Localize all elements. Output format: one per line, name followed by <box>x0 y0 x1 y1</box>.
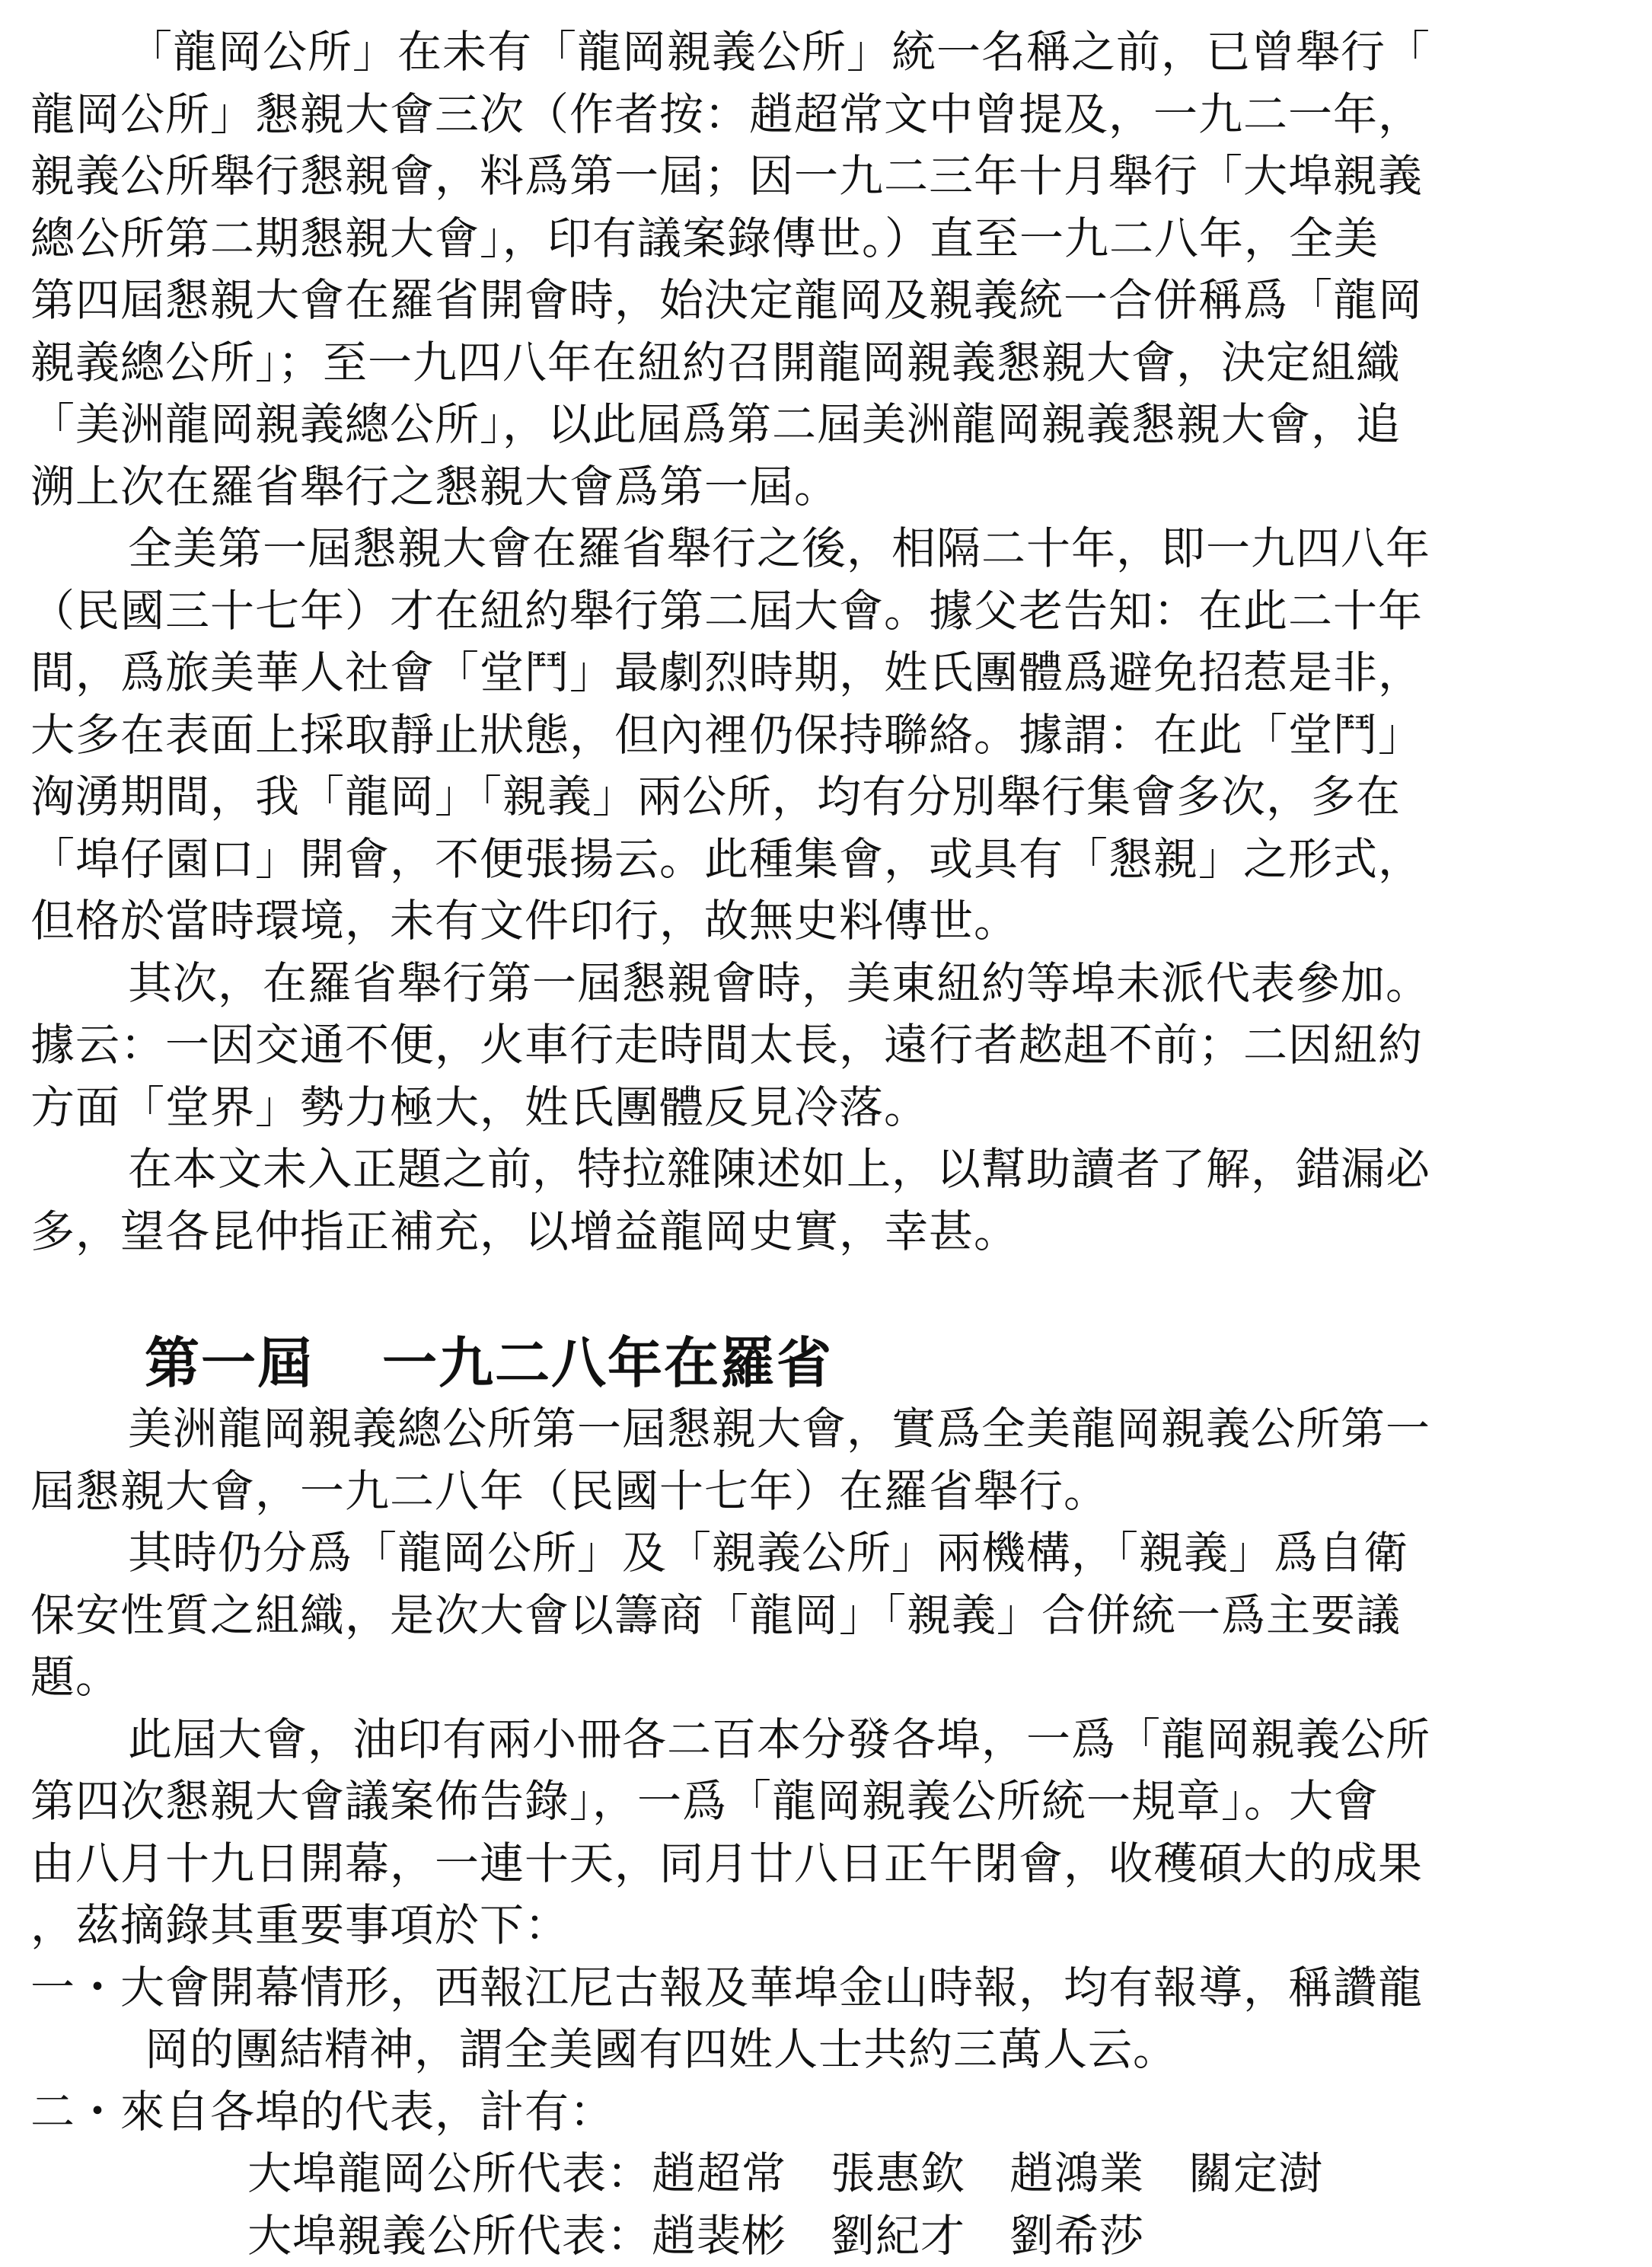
text-line: 全美第一屆懇親大會在羅省舉行之後，相隔二十年，即一九四八年 <box>30 518 1622 580</box>
text-line: 「埠仔園口」開會，不便張揚云。此種集會，或具有「懇親」之形式， <box>30 829 1622 891</box>
text-line: 溯上次在羅省舉行之懇親大會爲第一屆。 <box>30 456 1622 519</box>
text-line: 洶湧期間，我「龍岡」「親義」兩公所，均有分別舉行集會多次，多在 <box>30 766 1622 829</box>
intro-paragraph-4 <box>30 1138 1622 1263</box>
text-line: 由八月十九日開幕，一連十天，同月廿八日正午閉會，收穫碩大的成果 <box>30 1833 1622 1895</box>
text-line: 親義公所舉行懇親會，料爲第一屆；因一九二三年十月舉行「大埠親義 <box>30 145 1622 208</box>
representative-name: 劉紀才 <box>831 2210 965 2262</box>
heading-year-place: 一九二八年在羅省 <box>382 1331 833 1395</box>
text-line: 美洲龍岡親義總公所第一屆懇親大會，實爲全美龍岡親義公所第一 <box>30 1398 1622 1461</box>
text-line: 其次，在羅省舉行第一屆懇親會時，美東紐約等埠未派代表參加。 <box>30 953 1622 1015</box>
text-line: （民國三十七年）才在紐約舉行第二屆大會。據父老告知：在此二十年 <box>30 580 1622 643</box>
intro-paragraph-3 <box>30 953 1622 1139</box>
representative-row <box>247 2205 1622 2267</box>
intro-paragraph-1 <box>30 21 1622 518</box>
text-line: 多，望各昆仲指正補充，以增益龍岡史實，幸甚。 <box>30 1201 1622 1263</box>
text-line: ，茲摘錄其重要事項於下： <box>30 1895 1622 1957</box>
heading-edition: 第一屆 <box>145 1331 314 1395</box>
section-paragraph-2 <box>30 1522 1622 1709</box>
text-line: 大多在表面上採取靜止狀態，但內裡仍保持聯絡。據謂：在此「堂鬥」 <box>30 704 1622 767</box>
text-line: 此屆大會，油印有兩小冊各二百本分發各埠，一爲「龍岡親義公所 <box>30 1709 1622 1771</box>
representative-label: 大埠親義公所代表： <box>247 2210 652 2262</box>
text-line: 第四屆懇親大會在羅省開會時，始決定龍岡及親義統一合併稱爲「龍岡 <box>30 270 1622 332</box>
representative-label: 大埠龍岡公所代表： <box>247 2147 652 2199</box>
representative-name: 趙裴彬 <box>652 2210 786 2262</box>
text-line: 保安性質之組織，是次大會以籌商「龍岡」「親義」合併統一爲主要議 <box>30 1585 1622 1647</box>
representative-name: 趙超常 <box>652 2147 786 2199</box>
text-line: 龍岡公所」懇親大會三次（作者按：趙超常文中曾提及，一九二一年， <box>30 84 1622 146</box>
section-gap <box>30 1263 1622 1328</box>
text-line: 在本文未入正題之前，特拉雜陳述如上，以幫助讀者了解，錯漏必 <box>30 1138 1622 1201</box>
text-line: 第四次懇親大會議案佈告錄」，一爲「龍岡親義公所統一規章」。大會 <box>30 1770 1622 1833</box>
section-heading <box>30 1328 1622 1398</box>
numbered-item-2 <box>30 2081 1622 2144</box>
representative-name: 劉希莎 <box>1009 2210 1144 2262</box>
numbered-item-1 <box>30 1957 1622 2081</box>
text-line: 方面「堂界」勢力極大，姓氏團體反見冷落。 <box>30 1077 1622 1139</box>
text-line: 屆懇親大會，一九二八年（民國十七年）在羅省舉行。 <box>30 1461 1622 1523</box>
item-first-line: 一・大會開幕情形，西報江尼古報及華埠金山時報，均有報導，稱讚龍 <box>30 1957 1622 2020</box>
representative-name: 關定澍 <box>1188 2147 1323 2199</box>
text-line: 據云：一因交通不便，火車行走時間太長，遠行者趑趄不前；二因紐約 <box>30 1014 1622 1077</box>
section-paragraph-3 <box>30 1709 1622 1957</box>
text-line: 「龍岡公所」在未有「龍岡親義公所」統一名稱之前，已曾舉行「 <box>30 21 1622 84</box>
representative-names <box>652 2210 1188 2262</box>
representatives-list <box>30 2143 1622 2267</box>
text-line: 但格於當時環境，未有文件印行，故無史料傳世。 <box>30 890 1622 953</box>
representative-row <box>247 2143 1622 2205</box>
representative-names <box>652 2147 1367 2199</box>
text-line: 其時仍分爲「龍岡公所」及「親義公所」兩機構，「親義」爲自衛 <box>30 1522 1622 1585</box>
section-paragraph-1 <box>30 1398 1622 1522</box>
item-continuation-line: 岡的團結精神，謂全美國有四姓人士共約三萬人云。 <box>30 2019 1622 2081</box>
text-line: 總公所第二期懇親大會」，印有議案錄傳世。）直至一九二八年，全美 <box>30 208 1622 270</box>
representative-name: 張惠欽 <box>831 2147 965 2199</box>
representative-name: 趙鴻業 <box>1009 2147 1144 2199</box>
text-line: 題。 <box>30 1646 1622 1709</box>
intro-paragraph-2 <box>30 518 1622 953</box>
text-line: 間，爲旅美華人社會「堂鬥」最劇烈時期，姓氏團體爲避免招惹是非， <box>30 642 1622 704</box>
text-line: 親義總公所」；至一九四八年在紐約召開龍岡親義懇親大會，決定組織 <box>30 332 1622 394</box>
item-first-line: 二・來自各埠的代表，計有： <box>30 2081 1622 2144</box>
text-line: 「美洲龍岡親義總公所」，以此屆爲第二屆美洲龍岡親義懇親大會，追 <box>30 394 1622 456</box>
